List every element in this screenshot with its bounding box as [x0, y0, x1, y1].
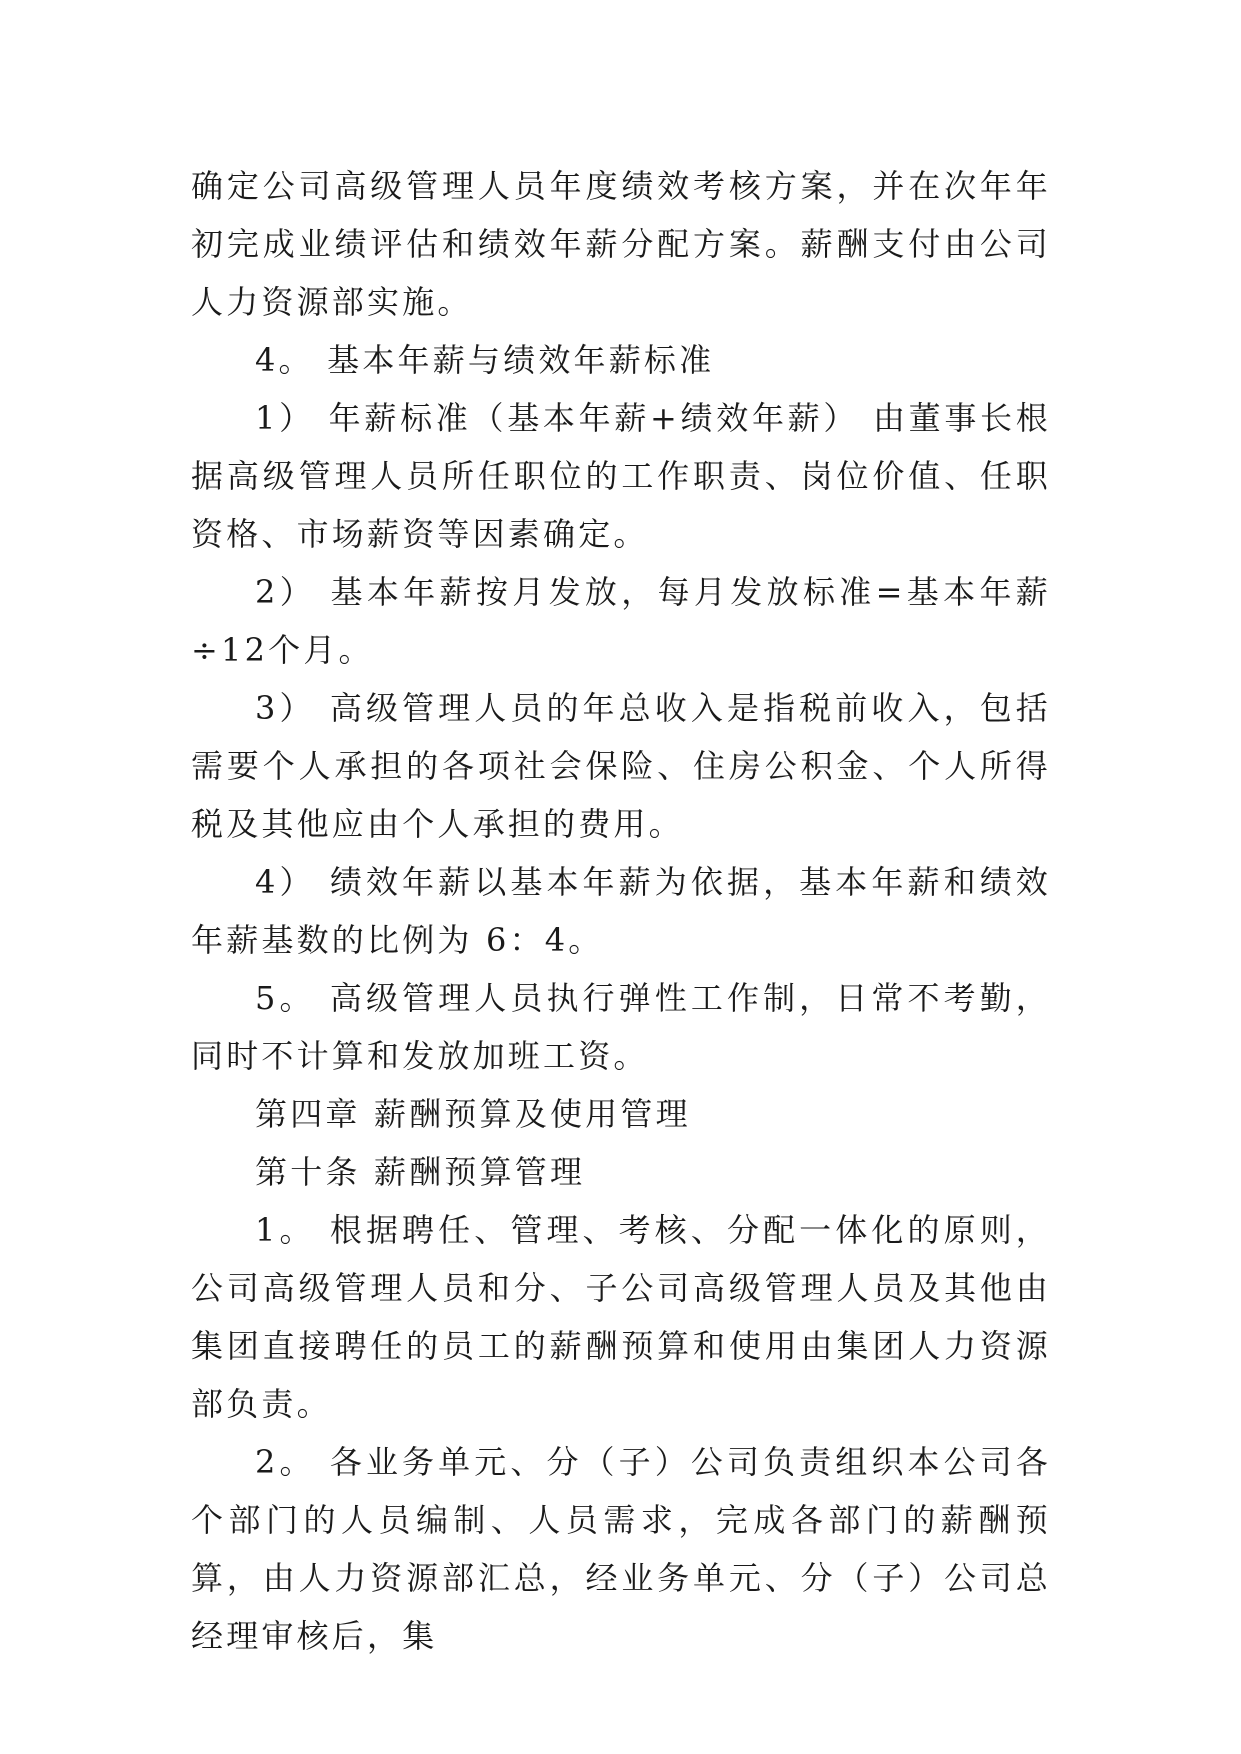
paragraph-3: 1） 年薪标准（基本年薪+绩效年薪） 由董事长根据高级管理人员所任职位的工作职责、岗位价值、任职资格、市场薪资等因素确定。 — [191, 399, 1051, 553]
paragraph-4: 2） 基本年薪按月发放，每月发放标准=基本年薪÷12个月。 — [191, 573, 1051, 669]
document-body — [191, 157, 1051, 1665]
paragraph-7: 5。 高级管理人员执行弹性工作制，日常不考勤，同时不计算和发放加班工资。 — [191, 979, 1051, 1075]
paragraph-5: 3） 高级管理人员的年总收入是指税前收入，包括需要个人承担的各项社会保险、住房公积金、个人所得税及其他应由个人承担的费用。 — [191, 689, 1051, 843]
paragraph-11: 2。 各业务单元、分（子）公司负责组织本公司各个部门的人员编制、人员需求，完成各部门的薪酬预算，由人力资源部汇总，经业务单元、分（子）公司总经理审核后，集 — [191, 1443, 1051, 1655]
paragraph-2: 4。 基本年薪与绩效年薪标准 — [255, 341, 715, 379]
paragraph-10: 1。 根据聘任、管理、考核、分配一体化的原则，公司高级管理人员和分、子公司高级管理人员及其他由集团直接聘任的员工的薪酬预算和使用由集团人力资源部负责。 — [191, 1211, 1051, 1423]
paragraph-1: 确定公司高级管理人员年度绩效考核方案，并在次年年初完成业绩评估和绩效年薪分配方案。薪酬支付由公司人力资源部实施。 — [191, 167, 1051, 321]
chapter-heading: 第四章 薪酬预算及使用管理 — [255, 1095, 691, 1133]
paragraph-6: 4） 绩效年薪以基本年薪为依据，基本年薪和绩效年薪基数的比例为 6：4。 — [191, 863, 1051, 959]
article-heading: 第十条 薪酬预算管理 — [255, 1153, 586, 1191]
